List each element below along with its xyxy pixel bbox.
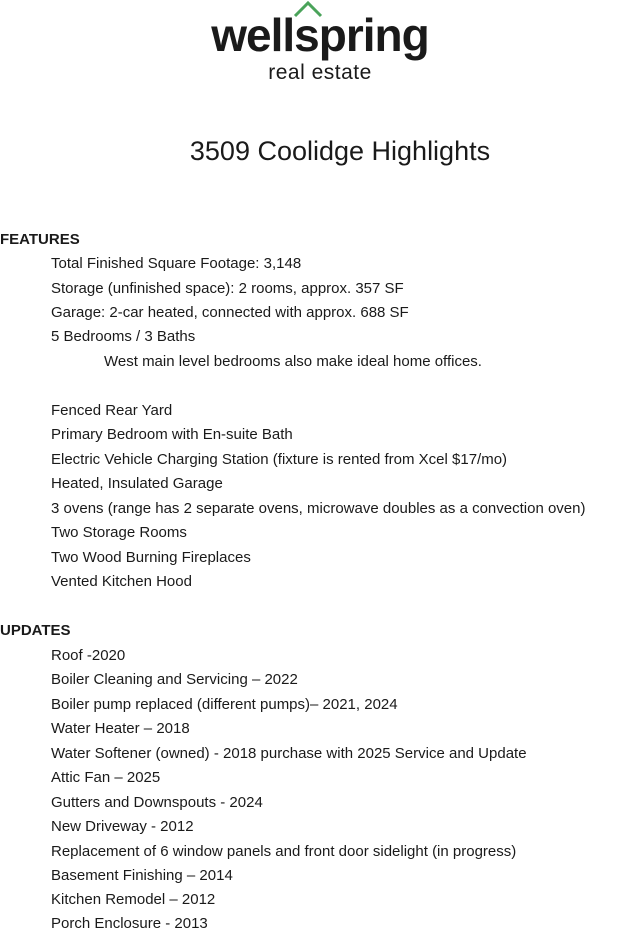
feature-item: Primary Bedroom with En-suite Bath bbox=[51, 426, 293, 443]
update-item: Water Heater – 2018 bbox=[51, 720, 190, 737]
update-item: Kitchen Remodel – 2012 bbox=[51, 891, 216, 908]
update-item: Gutters and Downspouts - 2024 bbox=[51, 794, 263, 811]
logo-wordmark: wellspring bbox=[211, 9, 429, 61]
feature-item: 5 Bedrooms / 3 Baths bbox=[51, 328, 196, 345]
features-heading: FEATURES bbox=[0, 231, 80, 248]
feature-item: Storage (unfinished space): 2 rooms, approx. 357 SF bbox=[51, 280, 404, 297]
feature-item: Electric Vehicle Charging Station (fixture is rented from Xcel $17/mo) bbox=[51, 451, 508, 468]
page-title: 3509 Coolidge Highlights bbox=[189, 136, 491, 166]
updates-heading: UPDATES bbox=[0, 622, 71, 639]
update-item: Boiler Cleaning and Servicing – 2022 bbox=[51, 671, 298, 688]
feature-item: Vented Kitchen Hood bbox=[51, 573, 192, 590]
feature-item: Total Finished Square Footage: 3,148 bbox=[51, 255, 302, 272]
update-item: Porch Enclosure - 2013 bbox=[51, 915, 208, 932]
update-item: Replacement of 6 window panels and front door sidelight (in progress) bbox=[51, 843, 517, 860]
feature-item: 3 ovens (range has 2 separate ovens, microwave doubles as a convection oven) bbox=[51, 500, 586, 517]
feature-subitem: West main level bedrooms also make ideal home offices. bbox=[104, 353, 482, 370]
feature-item: Two Wood Burning Fireplaces bbox=[51, 549, 251, 566]
update-item: Attic Fan – 2025 bbox=[51, 769, 161, 786]
feature-item: Garage: 2-car heated, connected with approx. 688 SF bbox=[51, 304, 409, 321]
feature-item: Fenced Rear Yard bbox=[51, 402, 173, 419]
logo-subtitle: real estate bbox=[268, 61, 372, 84]
feature-item: Two Storage Rooms bbox=[51, 524, 187, 541]
update-item: Basement Finishing – 2014 bbox=[51, 867, 233, 884]
update-item: Roof -2020 bbox=[51, 647, 126, 664]
update-item: New Driveway - 2012 bbox=[51, 818, 194, 835]
feature-item: Heated, Insulated Garage bbox=[51, 475, 223, 492]
update-item: Boiler pump replaced (different pumps)– 2021, 2024 bbox=[51, 696, 398, 713]
logo bbox=[0, 0, 640, 90]
update-item: Water Softener (owned) - 2018 purchase with 2025 Service and Update bbox=[51, 745, 527, 762]
